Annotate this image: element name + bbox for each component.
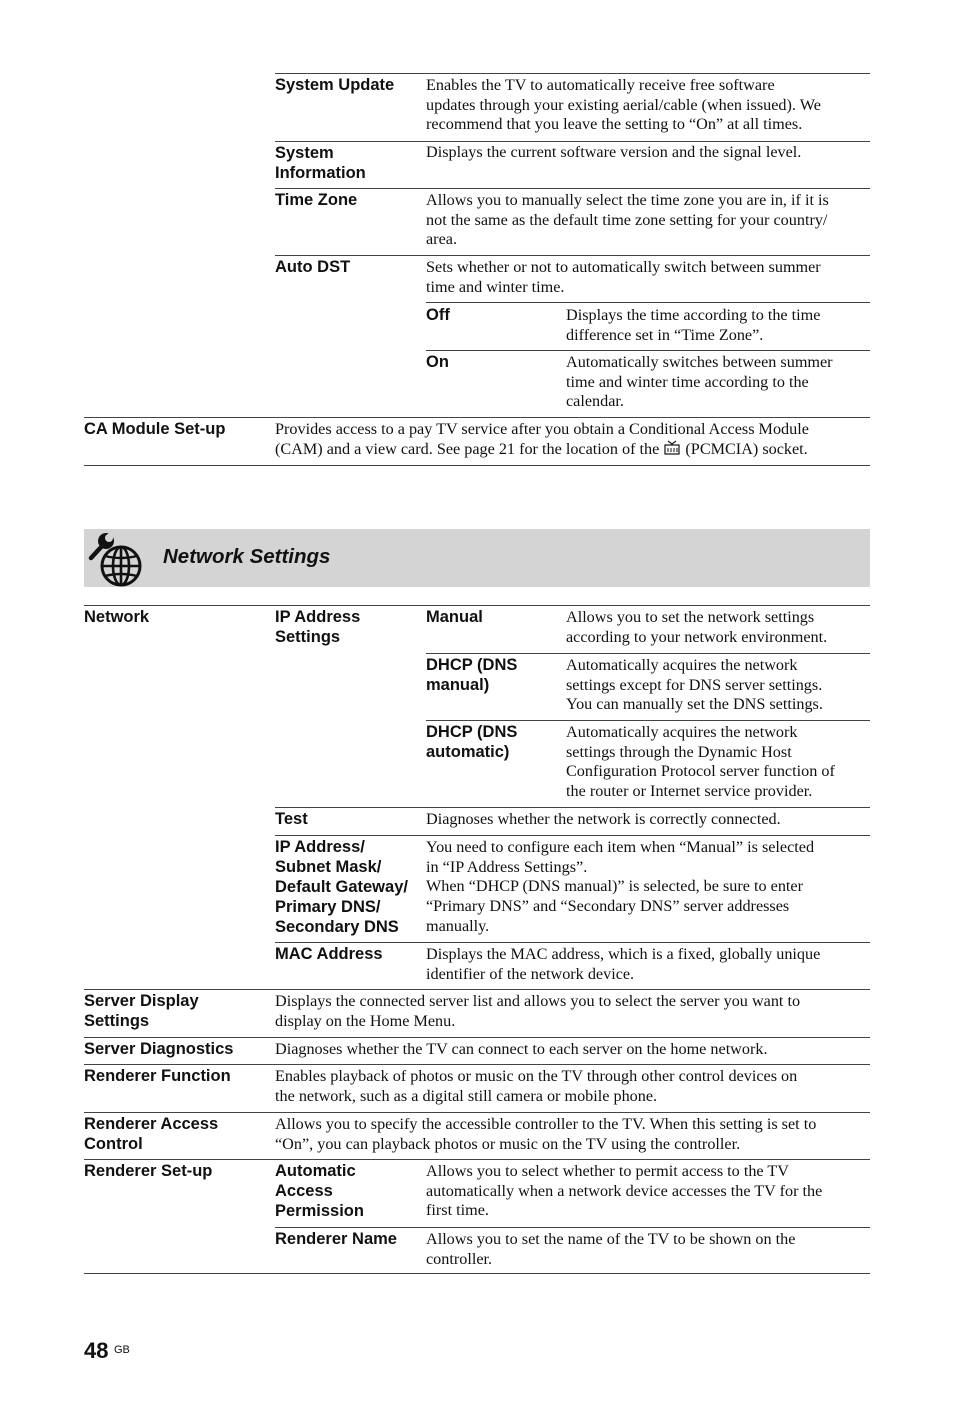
wrench-globe-icon [86,531,144,592]
table-rule [275,73,870,74]
test-desc: Diagnoses whether the network is correctly connected. [426,810,781,828]
renderer-name-desc: Allows you to set the name of the TV to be shown on the controller. [426,1230,796,1268]
server-display-label: Server Display Settings [84,992,199,1030]
pcmcia-icon [663,440,681,462]
table-rule [84,605,870,606]
system-information-label: System Information [275,144,366,182]
server-diagnostics-desc: Diagnoses whether the TV can connect to each server on the home network. [275,1040,768,1058]
system-information-desc: Displays the current software version and the signal level. [426,143,802,161]
table-rule [275,942,870,943]
network-label: Network [84,608,150,626]
auto-dst-on-desc: Automatically switches between summer time and winter time according to the calendar. [566,353,833,411]
ip-subnet-desc: You need to configure each item when “Manual” is selected in “IP Address Settings”. When “DHCP (DNS manual)” is selected, be sure to enter “Primary DNS” and “Secondary DNS” server addresses manually. [426,838,815,935]
table-rule [84,1037,870,1038]
table-rule [275,1227,870,1228]
page-number-suffix: GB [114,1344,130,1356]
mac-address-label: MAC Address [275,945,383,963]
table-rule [426,720,870,721]
renderer-function-desc: Enables playback of photos or music on the TV through other control devices on the network, such as a digital still camera or mobile phone. [275,1067,798,1105]
page-number: 48 [84,1338,109,1363]
mac-address-desc: Displays the MAC address, which is a fixed, globally unique identifier of the network device. [426,945,821,983]
ip-subnet-label: IP Address/ Subnet Mask/ Default Gateway/ Primary DNS/ Secondary DNS [275,838,408,936]
renderer-setup-label: Renderer Set-up [84,1162,213,1180]
table-rule [84,989,870,990]
table-rule [275,835,870,836]
table-rule [275,807,870,808]
manual-desc: Allows you to set the network settings according to your network environment. [566,608,828,646]
table-rule [275,188,870,189]
auto-dst-off-desc: Displays the time according to the time difference set in “Time Zone”. [566,306,821,344]
time-zone-label: Time Zone [275,191,358,209]
test-label: Test [275,810,308,828]
ca-module-label: CA Module Set-up [84,420,226,438]
table-rule [275,255,870,256]
system-update-label: System Update [275,76,395,94]
manual-label: Manual [426,608,483,626]
table-rule [84,1159,870,1160]
server-diagnostics-label: Server Diagnostics [84,1040,234,1058]
auto-dst-label: Auto DST [275,258,351,276]
table-rule [84,1112,870,1113]
network-settings-banner [84,529,870,587]
table-rule [426,302,870,303]
auto-dst-off-label: Off [426,306,450,324]
auto-dst-on-label: On [426,353,449,371]
dhcp-dns-automatic-label: DHCP (DNS automatic) [426,723,518,761]
table-rule [426,350,870,351]
table-rule [84,465,870,466]
server-display-desc: Displays the connected server list and allows you to select the server you want to display on the Home Menu. [275,992,801,1030]
automatic-access-label: Automatic Access Permission [275,1162,364,1220]
automatic-access-desc: Allows you to select whether to permit access to the TV automatically when a network device accesses the TV for the first time. [426,1162,823,1220]
table-rule [275,141,870,142]
dhcp-dns-automatic-desc: Automatically acquires the network settings through the Dynamic Host Configuration Protocol server function of the router or Internet service provider. [566,723,835,801]
renderer-name-label: Renderer Name [275,1230,397,1248]
dhcp-dns-manual-desc: Automatically acquires the network settings except for DNS server settings. You can manually set the DNS settings. [566,656,823,714]
renderer-access-label: Renderer Access Control [84,1115,219,1153]
table-rule [84,417,870,418]
auto-dst-desc: Sets whether or not to automatically switch between summer time and winter time. [426,258,821,296]
renderer-access-desc: Allows you to specify the accessible controller to the TV. When this setting is set to “On”, you can playback photos or music on the TV using the controller. [275,1115,817,1153]
table-rule [426,653,870,654]
table-rule [84,1273,870,1274]
system-update-desc: Enables the TV to automatically receive free software updates through your existing aerial/cable (when issued). We recommend that you leave the setting to “On” at all times. [426,76,821,134]
renderer-function-label: Renderer Function [84,1067,231,1085]
time-zone-desc: Allows you to manually select the time zone you are in, if it is not the same as the default time zone setting for your country/ area. [426,191,829,249]
ca-module-desc: Provides access to a pay TV service after you obtain a Conditional Access Module (CAM) and a view card. See page 21 for the location of the (PCMCIA) socket. [275,420,809,461]
table-rule [84,1064,870,1065]
ip-address-settings-label: IP Address Settings [275,608,361,646]
dhcp-dns-manual-label: DHCP (DNS manual) [426,656,518,694]
section-title: Network Settings [163,545,331,568]
